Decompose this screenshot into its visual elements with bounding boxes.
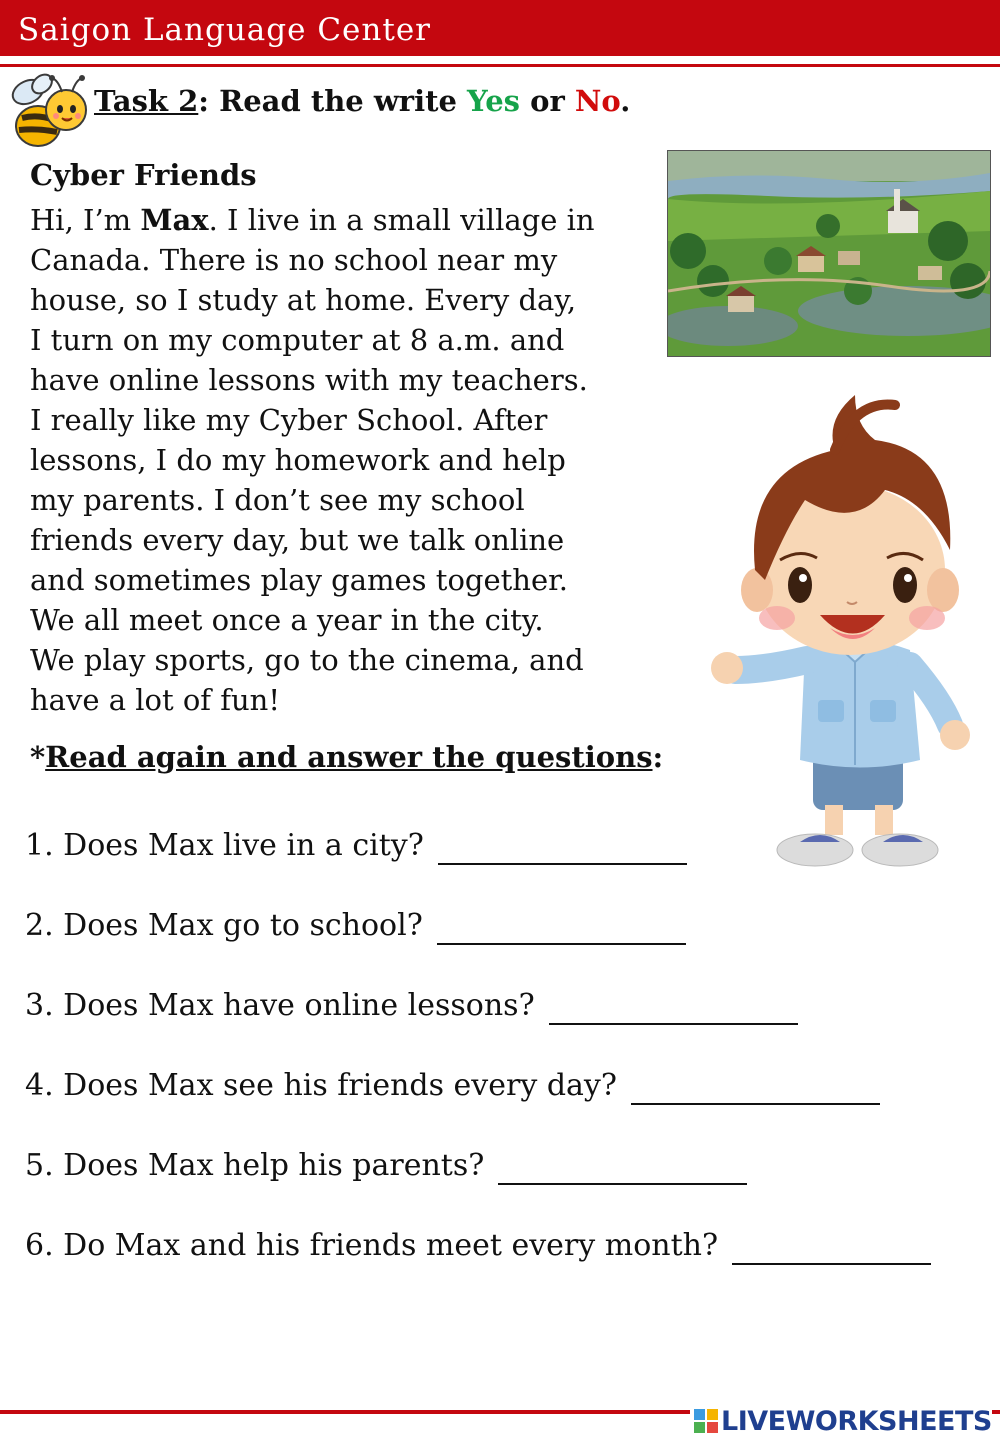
question-text: 4. Does Max see his friends every day? xyxy=(25,1068,617,1103)
answer-input-4[interactable] xyxy=(631,1071,880,1105)
question-text: 3. Does Max have online lessons? xyxy=(25,988,535,1023)
village-photo xyxy=(667,150,991,357)
heading-colon: : xyxy=(652,740,664,774)
story-line: have online lessons with my teachers. xyxy=(30,363,588,397)
story-title: Cyber Friends xyxy=(30,158,257,192)
story-line: We play sports, go to the cinema, and xyxy=(30,643,584,677)
question-text: 1. Does Max live in a city? xyxy=(25,828,424,863)
question-item xyxy=(25,1228,931,1265)
question-item xyxy=(25,1148,747,1185)
boy-illustration xyxy=(705,380,995,875)
story-line: friends every day, but we talk online xyxy=(30,523,565,557)
answer-input-3[interactable] xyxy=(549,991,798,1025)
answer-input-6[interactable] xyxy=(732,1231,931,1265)
story-line: and sometimes play games together. xyxy=(30,563,569,597)
story-line-text: . I live in a small village in xyxy=(208,203,595,237)
story-line: have a lot of fun! xyxy=(30,683,280,717)
no-word: No xyxy=(574,84,621,118)
story-line: lessons, I do my homework and help xyxy=(30,443,566,477)
question-text: 6. Do Max and his friends meet every month? xyxy=(25,1228,719,1263)
question-item xyxy=(25,988,798,1025)
heading-text: Read again and answer the questions xyxy=(45,740,653,774)
story-line-text: Hi, I’m xyxy=(30,203,141,237)
bee-icon xyxy=(2,70,90,152)
heading-asterisk: * xyxy=(30,740,46,774)
answer-input-5[interactable] xyxy=(498,1151,747,1185)
header-title: Saigon Language Center xyxy=(18,12,431,48)
story-line: We all meet once a year in the city. xyxy=(30,603,544,637)
question-item xyxy=(25,908,686,945)
task-instruction: : Read the write xyxy=(198,84,468,118)
questions-heading xyxy=(30,740,663,774)
or-word: or xyxy=(520,84,575,118)
question-item xyxy=(25,828,687,865)
story-line: I turn on my computer at 8 a.m. and xyxy=(30,323,565,357)
question-text: 5. Does Max help his parents? xyxy=(25,1148,485,1183)
story-line: I really like my Cyber School. After xyxy=(30,403,548,437)
story-line: my parents. I don’t see my school xyxy=(30,483,525,517)
yes-word: Yes xyxy=(467,84,521,118)
question-text: 2. Does Max go to school? xyxy=(25,908,423,943)
task-period: . xyxy=(620,84,631,118)
story-line xyxy=(30,200,670,240)
task-title xyxy=(94,84,630,118)
story-name-max: Max xyxy=(140,203,209,237)
question-item xyxy=(25,1068,880,1105)
liveworksheets-logo[interactable] xyxy=(690,1404,992,1438)
story-line: Canada. There is no school near my xyxy=(30,243,558,277)
header-divider xyxy=(0,64,1000,67)
header-bar xyxy=(0,0,1000,56)
story-line: house, so I study at home. Every day, xyxy=(30,283,577,317)
logo-blocks-icon xyxy=(694,1409,718,1433)
logo-text: LIVEWORKSHEETS xyxy=(721,1405,992,1437)
answer-input-1[interactable] xyxy=(438,831,687,865)
task-label: Task 2 xyxy=(94,84,199,118)
story-body xyxy=(30,200,670,720)
answer-input-2[interactable] xyxy=(437,911,686,945)
